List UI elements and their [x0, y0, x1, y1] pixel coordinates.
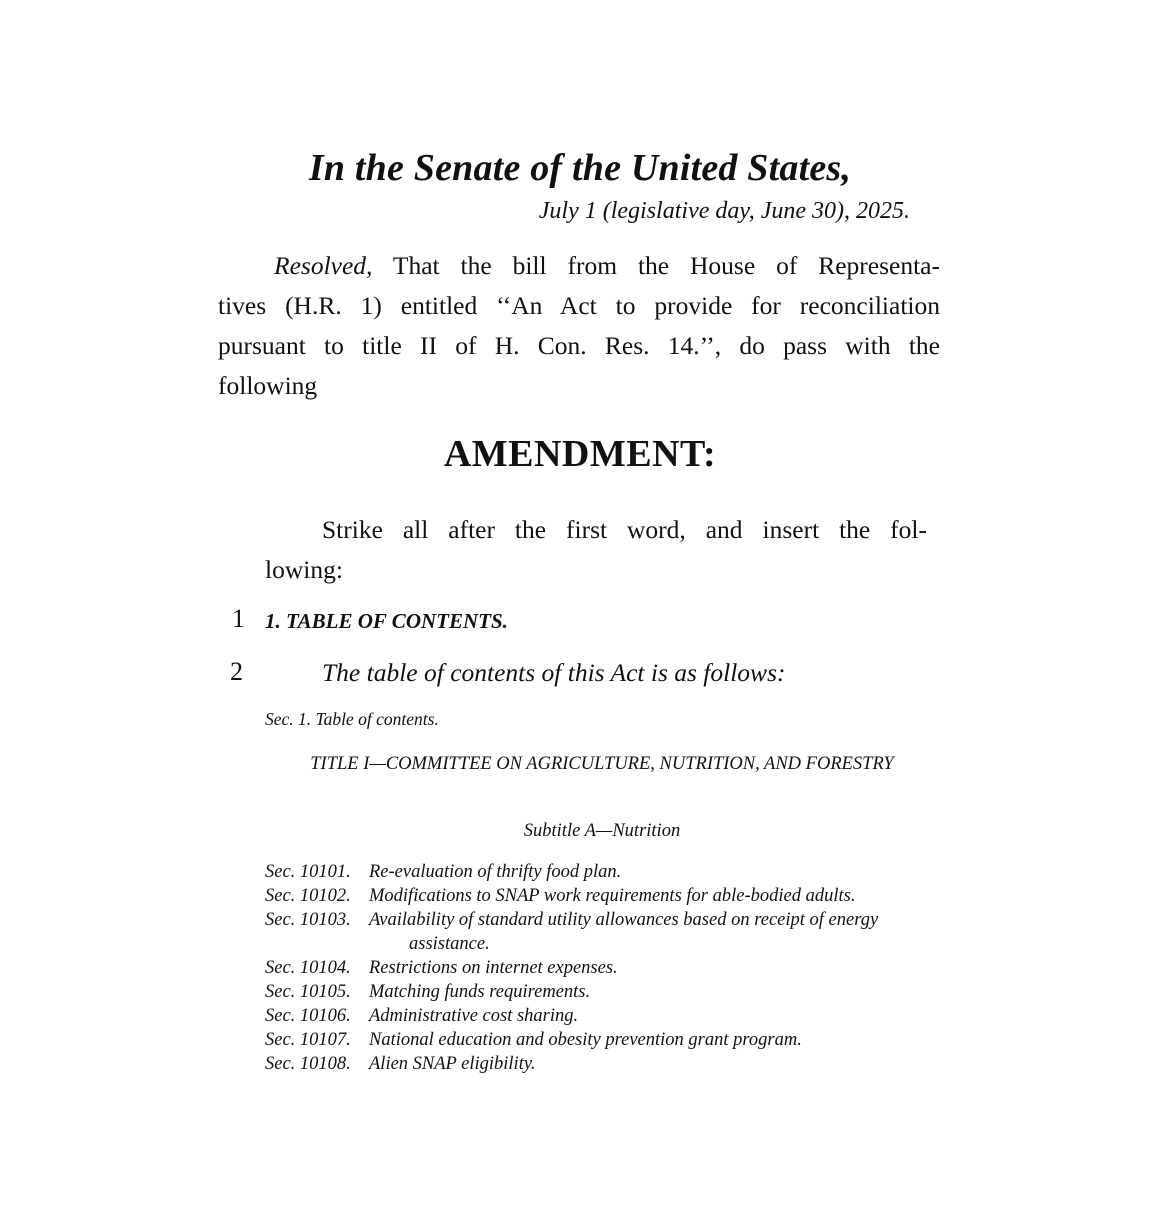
strike-line-1: Strike all after the first word, and insert the fol- [322, 515, 927, 544]
sec-title: Matching funds requirements. [369, 982, 591, 1002]
subtitle-a-heading: Subtitle A—Nutrition [523, 821, 681, 841]
resolved-line-4: following [218, 371, 318, 400]
sec-title: Modifications to SNAP work requirements for able-bodied adults. [369, 886, 856, 906]
list-item [265, 1028, 945, 1052]
sec-title: National education and obesity prevention grant program. [369, 1030, 802, 1050]
senate-heading: In the Senate of the United States, [308, 147, 852, 189]
sec-title-continuation: assistance. [409, 934, 490, 954]
list-item [265, 1004, 945, 1028]
sec-title: Re-evaluation of thrifty food plan. [369, 862, 622, 882]
list-item [265, 1052, 945, 1076]
list-item [265, 980, 945, 1004]
resolved-line-2: tives (H.R. 1) entitled ‘‘An Act to provide for reconciliation [218, 291, 940, 320]
resolved-line-1-text: That the bill from the House of Representa- [392, 251, 940, 280]
sec-title: Alien SNAP eligibility. [369, 1054, 536, 1074]
resolved-line-1 [218, 246, 940, 286]
sec-title: Restrictions on internet expenses. [369, 958, 618, 978]
toc-intro: The table of contents of this Act is as follows: [322, 658, 786, 687]
resolved-lead-word: Resolved, [274, 251, 373, 280]
line-number-1: 1 [232, 604, 245, 633]
title-i-heading: TITLE I—COMMITTEE ON AGRICULTURE, NUTRITION, AND FORESTRY [310, 754, 894, 774]
list-item [265, 860, 945, 884]
list-item [265, 908, 945, 956]
resolved-line-3: pursuant to title II of H. Con. Res. 14.’’, do pass with the [218, 331, 940, 360]
sec-number: Sec. 10105. [265, 982, 351, 1002]
amendment-heading: AMENDMENT: [443, 433, 717, 475]
sec-title: Availability of standard utility allowances based on receipt of energy [369, 910, 879, 930]
sec-number: Sec. 10106. [265, 1006, 351, 1026]
strike-line-2: lowing: [265, 555, 343, 584]
sec-number: Sec. 10107. [265, 1030, 351, 1050]
sec-title: Administrative cost sharing. [369, 1006, 579, 1026]
list-item [265, 956, 945, 980]
line-number-2: 2 [230, 657, 243, 686]
sec-number: Sec. 10108. [265, 1054, 351, 1074]
toc-heading: 1. TABLE OF CONTENTS. [265, 609, 508, 633]
resolved-clause [218, 246, 940, 406]
list-item [265, 884, 945, 908]
sec-number: Sec. 10101. [265, 862, 351, 882]
sec-number: Sec. 10103. [265, 910, 351, 930]
strike-instruction [265, 510, 927, 590]
sec-number: Sec. 10102. [265, 886, 351, 906]
legislative-date: July 1 (legislative day, June 30), 2025. [538, 198, 910, 224]
toc-sec-1: Sec. 1. Table of contents. [265, 709, 439, 729]
sec-number: Sec. 10104. [265, 958, 351, 978]
toc-section-list [265, 860, 945, 1076]
